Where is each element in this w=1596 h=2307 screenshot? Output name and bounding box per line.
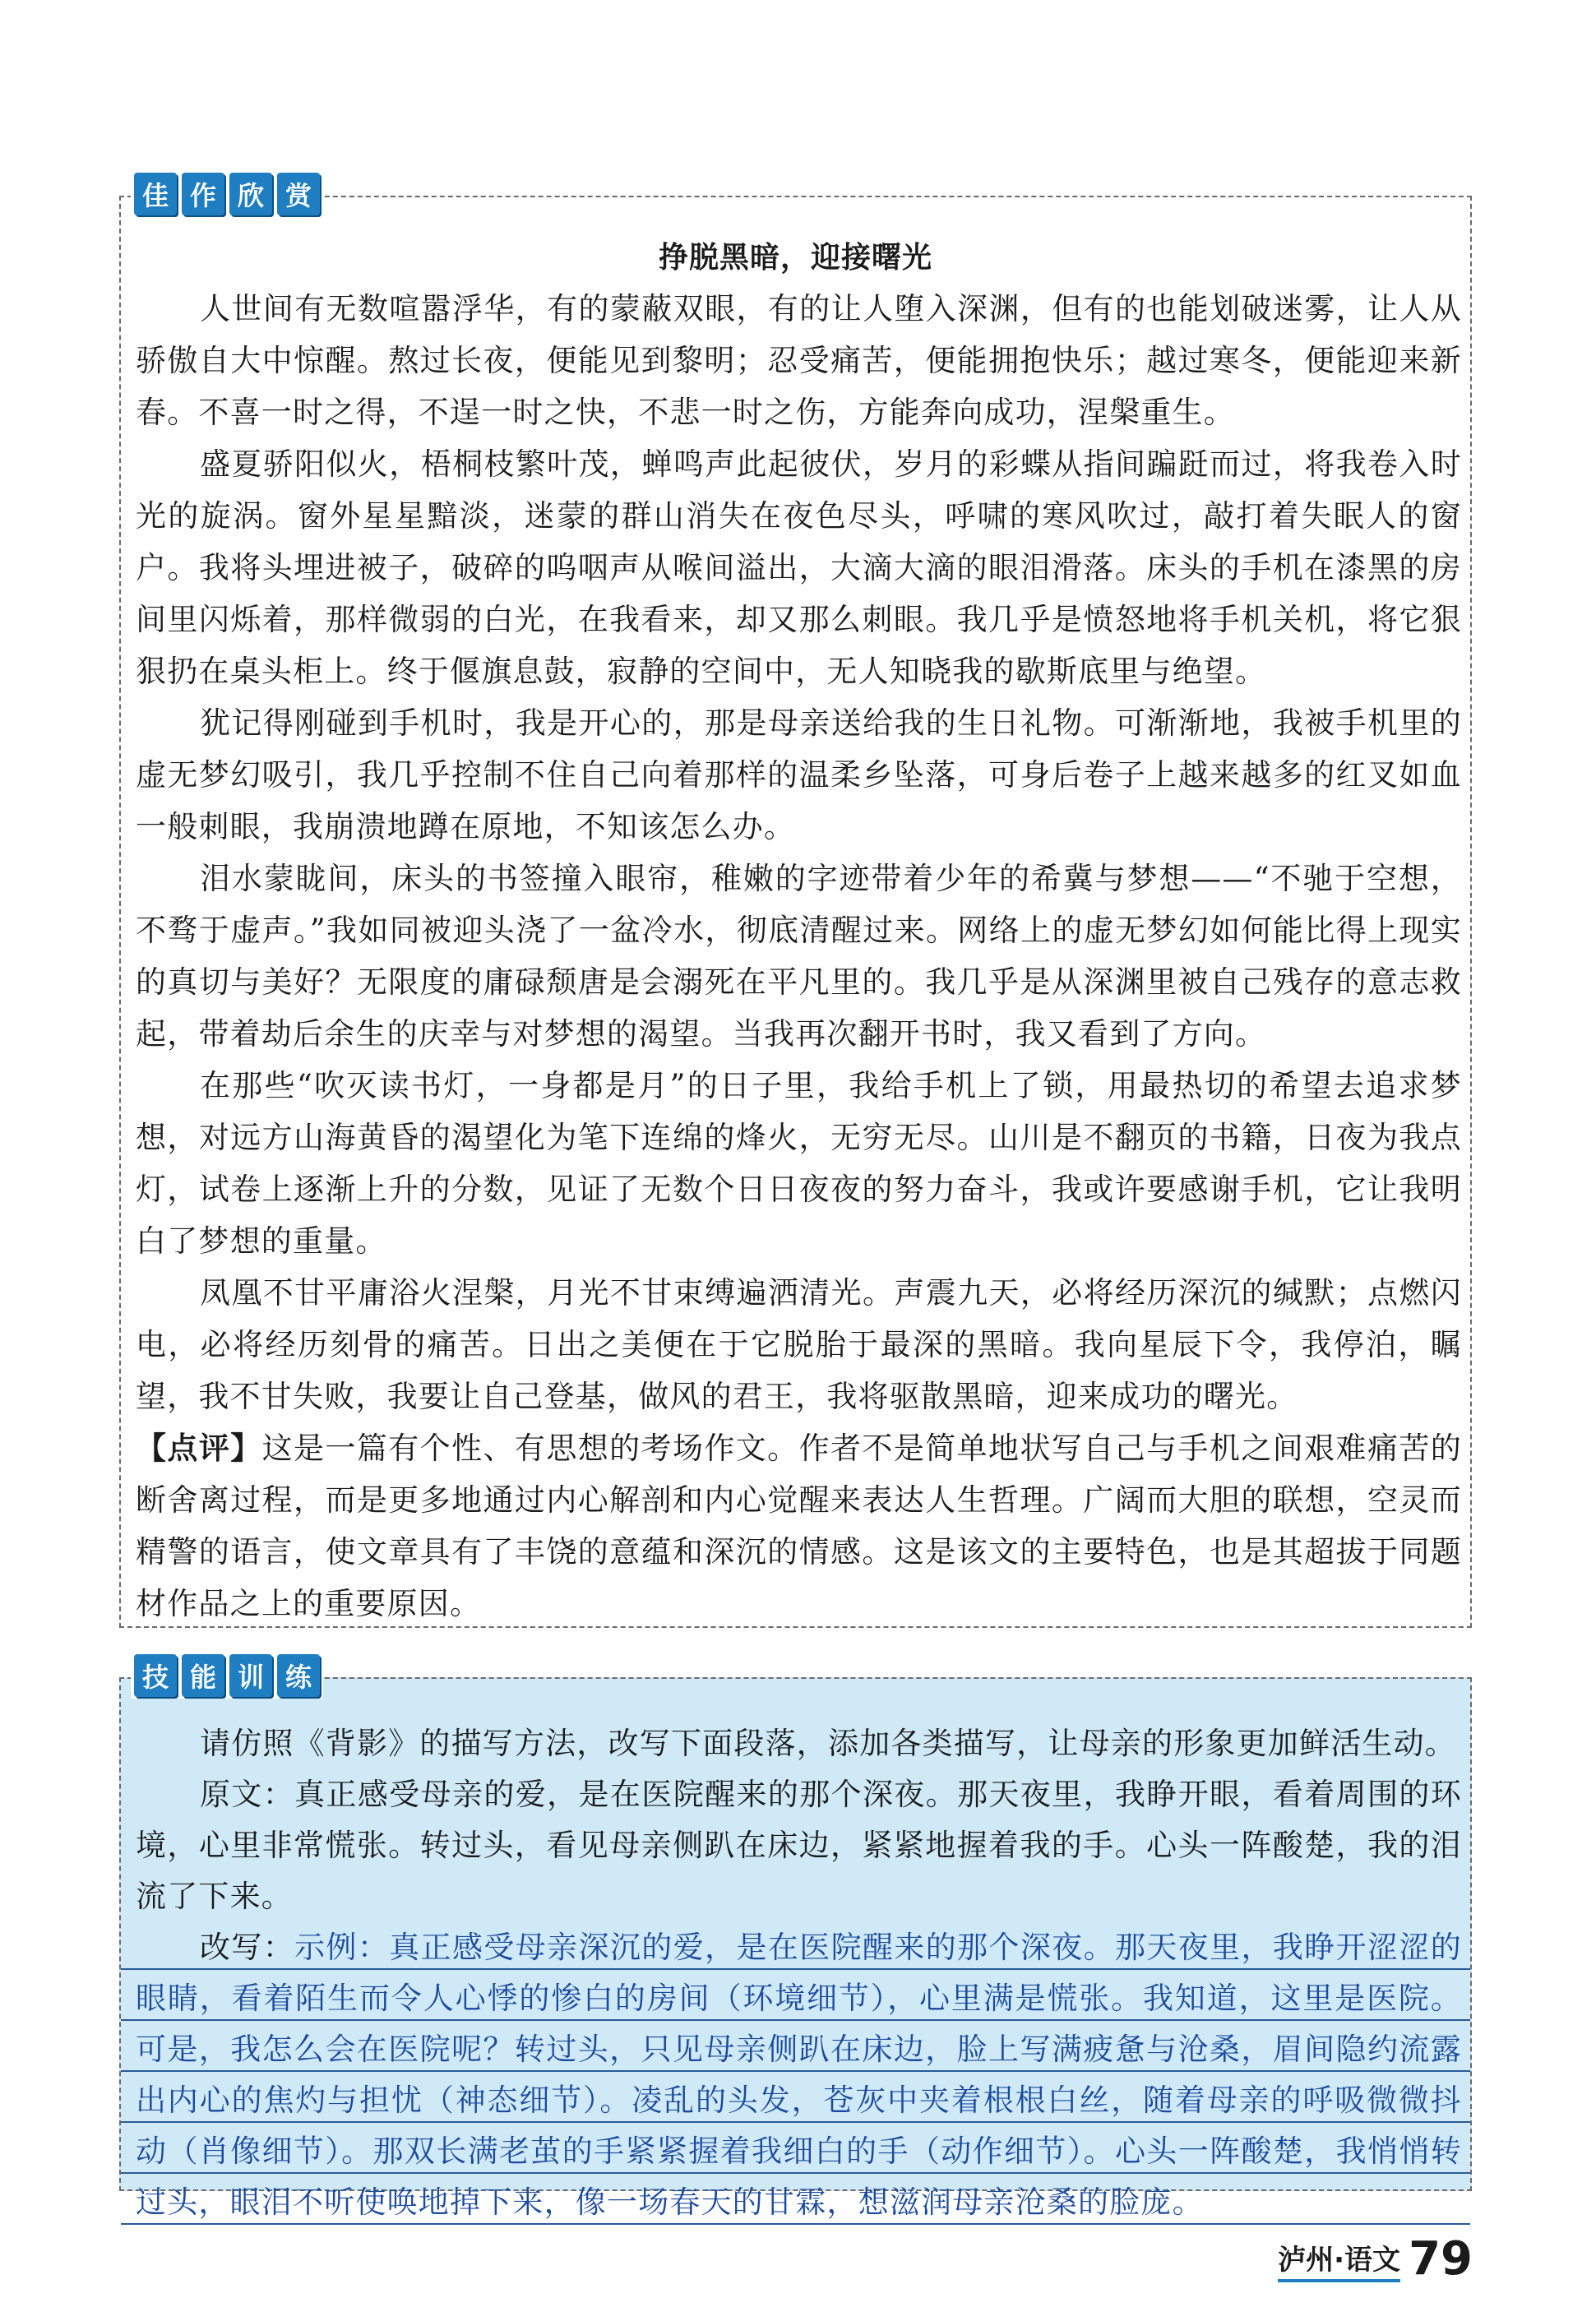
tag-char: 能 [182,1654,224,1697]
section-tag-skill-training [131,1653,323,1699]
comment-label: 【点评】 [136,1431,262,1466]
essay-paragraph: 人世间有无数喧嚣浮华，有的蒙蔽双眼，有的让人堕入深渊，但有的也能划破迷雾，让人从骄傲自大中惊醒。熬过长夜，便能见到黎明；忍受痛苦，便能拥抱快乐；越过寒冬，便能迎来新春。不喜一时之得，不逞一时之快，不悲一时之伤，方能奔向成功，涅槃重生。 [136,291,1462,430]
page-number: 79 [1409,2232,1473,2286]
tag-char: 欣 [229,173,272,215]
rewrite-answer: 示例：真正感受母亲深沉的爱，是在医院醒来的那个深夜。那天夜里，我睁开涩涩的眼睛，看着陌生而令人心悸的惨白的房间（环境细节），心里满是慌张。我知道，这里是医院。可是，我怎么会在医院呢？转过头，只见母亲侧趴在床边，脸上写满疲惫与沧桑，眉间隐约流露出内心的焦灼与担忧（神态细节）。凌乱的头发，苍灰中夹着根根白丝，随着母亲的呼吸微微抖动（肖像细节）。那双长满老茧的手紧紧握着我细白的手（动作细节）。心头一阵酸楚，我悄悄转过头，眼泪不听使唤地掉下来，像一场春天的甘霖，想滋润母亲沧桑的脸庞。 [136,1930,1462,2220]
rewrite-label: 改写： [200,1930,295,1965]
section-tag-appreciation [131,171,323,217]
rewrite-answer-area[interactable] [121,1922,1470,2228]
tag-char: 作 [182,173,224,215]
tag-char: 佳 [134,173,177,215]
essay-paragraph: 犹记得刚碰到手机时，我是开心的，那是母亲送给我的生日礼物。可渐渐地，我被手机里的虚无梦幻吸引，我几乎控制不住自己向着那样的温柔乡坠落，可身后卷子上越来越多的红叉如血一般刺眼，我崩溃地蹲在原地，不知该怎么办。 [136,705,1462,844]
essay-paragraph: 凤凰不甘平庸浴火涅槃，月光不甘束缚遍洒清光。声震九天，必将经历深沉的缄默；点燃闪电，必将经历刻骨的痛苦。日出之美便在于它脱胎于最深的黑暗。我向星辰下令，我停泊，瞩望，我不甘失败，我要让自己登基，做风的君王，我将驱散黑暗，迎来成功的曙光。 [136,1275,1462,1414]
page-footer [1278,2232,1473,2286]
appreciation-section [119,180,1472,1628]
tag-char: 赏 [277,173,320,215]
original-text: 原文：真正感受母亲的爱，是在医院醒来的那个深夜。那天夜里，我睁开眼，看着周围的环境，心里非常慌张。转过头，看见母亲侧趴在床边，紧紧地握着我的手。心头一阵酸楚，我的泪流了下来。 [136,1777,1462,1914]
essay-title: 挣脱黑暗，迎接曙光 [658,241,932,275]
tag-char: 练 [277,1654,320,1697]
comment-text: 这是一篇有个性、有思想的考场作文。作者不是简单地状写自己与手机之间艰难痛苦的断舍离过程，而是更多地通过内心解剖和内心觉醒来表达人生哲理。广阔而大胆的联想，空灵而精警的语言，使文章具有了丰饶的意蕴和深沉的情感。这是该文的主要特色，也是其超拔于同题材作品之上的重要原因。 [136,1431,1462,1621]
essay-paragraph: 泪水蒙眬间，床头的书签撞入眼帘，稚嫩的字迹带着少年的希冀与梦想——“不驰于空想，不骛于虚声。”我如同被迎头浇了一盆冷水，彻底清醒过来。网络上的虚无梦幻如何能比得上现实的真切与美好？无限度的庸碌颓唐是会溺死在平凡里的。我几乎是从深渊里被自己残存的意志救起，带着劫后余生的庆幸与对梦想的渴望。当我再次翻开书时，我又看到了方向。 [136,861,1462,1052]
skill-training-section [119,1662,1472,2220]
tag-char: 技 [134,1654,177,1697]
essay-paragraph: 盛夏骄阳似火，梧桐枝繁叶茂，蝉鸣声此起彼伏，岁月的彩蝶从指间蹁跹而过，将我卷入时光的旋涡。窗外星星黯淡，迷蒙的群山消失在夜色尽头，呼啸的寒风吹过，敲打着失眠人的窗户。我将头埋进被子，破碎的呜咽声从喉间溢出，大滴大滴的眼泪滑落。床头的手机在漆黑的房间里闪烁着，那样微弱的白光，在我看来，却又那么刺眼。我几乎是愤怒地将手机关机，将它狠狠扔在桌头柜上。终于偃旗息鼓，寂静的空间中，无人知晓我的歇斯底里与绝望。 [136,446,1462,689]
footer-region-subject: 泸州·语文 [1278,2237,1400,2282]
comment-paragraph [121,1422,1470,1630]
instruction-text: 请仿照《背影》的描写方法，改写下面段落，添加各类描写，让母亲的形象更加鲜活生动。 [200,1726,1456,1761]
tag-char: 训 [229,1654,272,1697]
essay-paragraph: 在那些“吹灭读书灯，一身都是月”的日子里，我给手机上了锁，用最热切的希望去追求梦想，对远方山海黄昏的渴望化为笔下连绵的烽火，无穷无尽。山川是不翻页的书籍，日夜为我点灯，试卷上逐渐上升的分数，见证了无数个日日夜夜的努力奋斗，我或许要感谢手机，它让我明白了梦想的重量。 [136,1068,1462,1259]
